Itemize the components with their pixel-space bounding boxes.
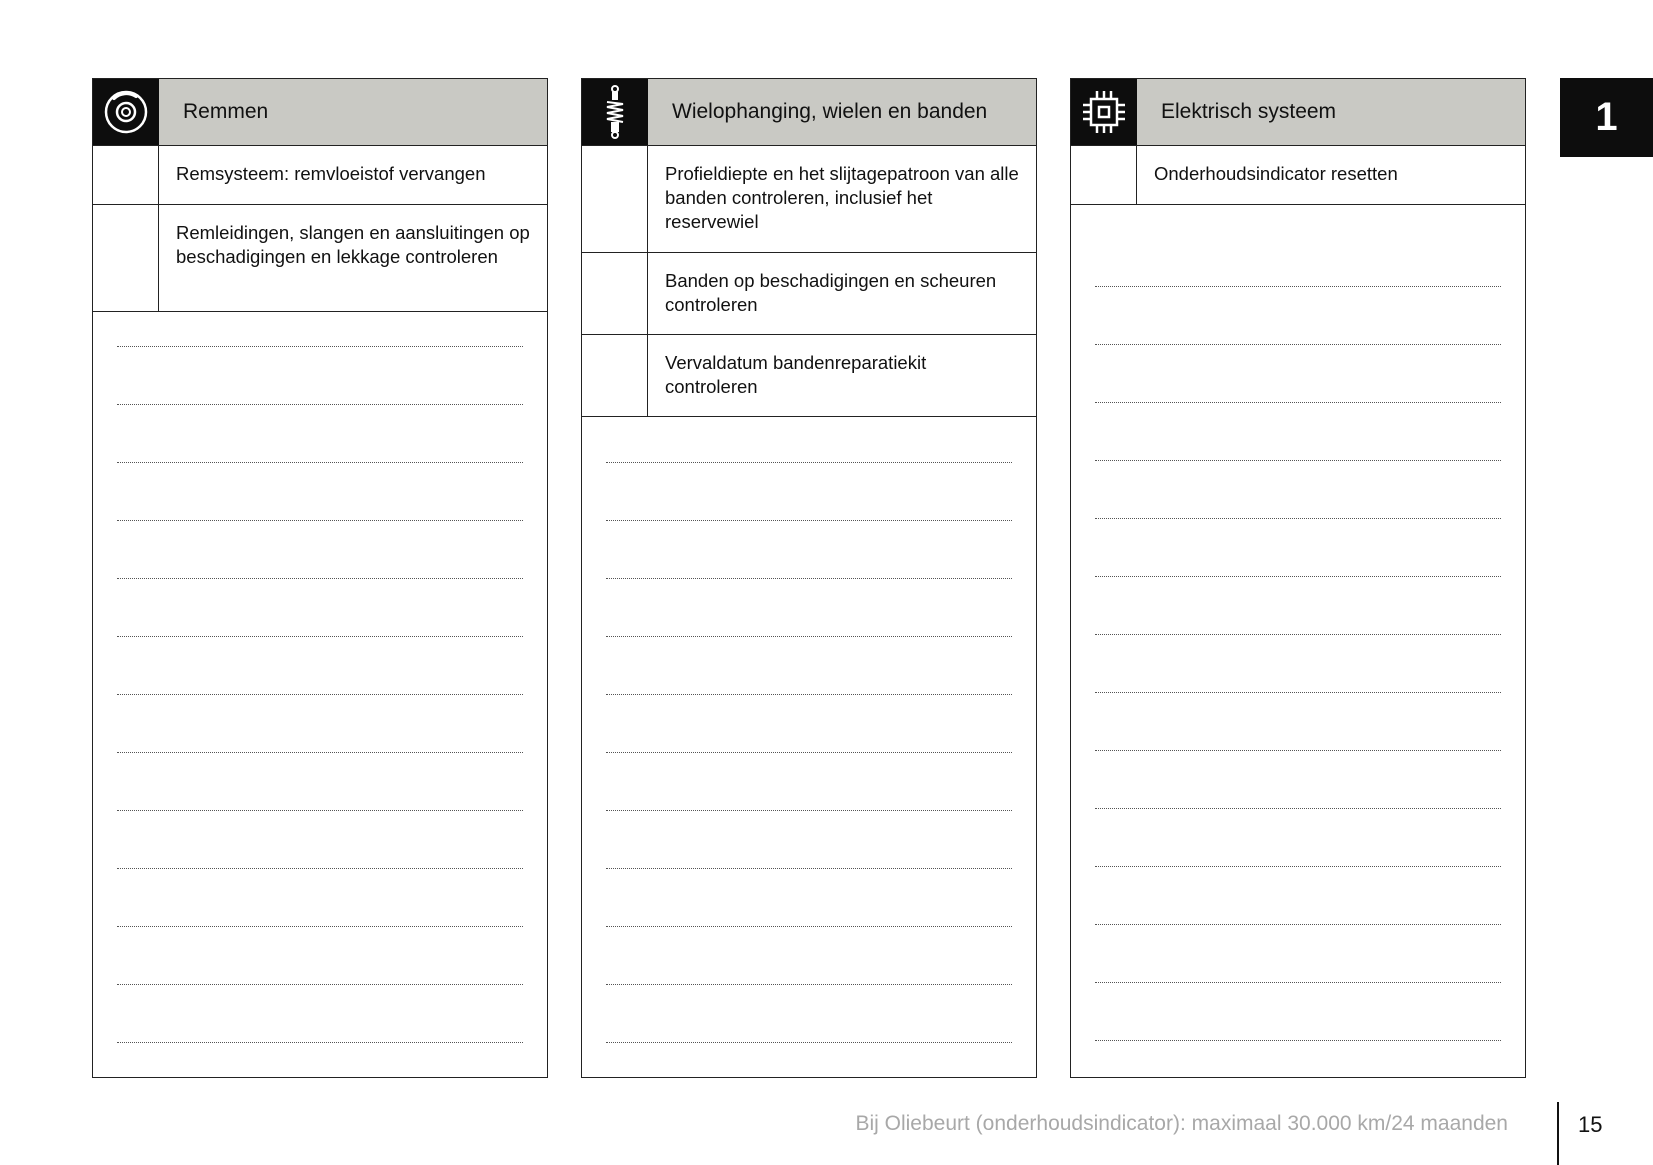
task-checkbox[interactable]: [582, 146, 648, 252]
panel-title: Wielophanging, wielen en banden: [648, 79, 1036, 145]
note-line[interactable]: [1095, 403, 1501, 461]
note-lines: [582, 417, 1036, 1043]
note-lines: [93, 312, 547, 1043]
note-line[interactable]: [117, 405, 523, 463]
task-checkbox[interactable]: [582, 335, 648, 416]
note-line[interactable]: [1095, 693, 1501, 751]
note-line[interactable]: [1095, 635, 1501, 693]
panel-wielophanging: [581, 78, 1037, 1078]
note-line[interactable]: [606, 869, 1012, 927]
note-line[interactable]: [1095, 809, 1501, 867]
note-line[interactable]: [606, 985, 1012, 1043]
footer-divider: [1557, 1102, 1559, 1165]
note-line[interactable]: [1095, 577, 1501, 635]
note-line[interactable]: [606, 637, 1012, 695]
task-checkbox[interactable]: [1071, 146, 1137, 204]
note-line[interactable]: [606, 811, 1012, 869]
note-line[interactable]: [1095, 925, 1501, 983]
note-line[interactable]: [1095, 345, 1501, 403]
brake-disc-icon: [93, 79, 159, 145]
note-line[interactable]: [606, 695, 1012, 753]
chip-icon: [1071, 79, 1137, 145]
panel-title: Elektrisch systeem: [1137, 79, 1525, 145]
note-line[interactable]: [606, 579, 1012, 637]
task-text: Remsysteem: remvloeistof vervangen: [176, 163, 486, 184]
note-line[interactable]: [117, 695, 523, 753]
note-line[interactable]: [1095, 287, 1501, 345]
note-line[interactable]: [606, 463, 1012, 521]
task-text: Banden op beschadigingen en scheuren controleren: [665, 270, 997, 315]
task-row: [582, 253, 1036, 335]
note-line[interactable]: [117, 927, 523, 985]
task-checkbox[interactable]: [93, 205, 159, 311]
task-checkbox[interactable]: [93, 146, 159, 204]
note-line[interactable]: [606, 417, 1012, 463]
panel-elektrisch: [1070, 78, 1526, 1078]
note-line[interactable]: [117, 637, 523, 695]
note-line[interactable]: [1095, 205, 1501, 287]
task-row: [93, 146, 547, 205]
note-line[interactable]: [1095, 867, 1501, 925]
note-line[interactable]: [606, 753, 1012, 811]
note-line[interactable]: [1095, 519, 1501, 577]
note-line[interactable]: [117, 869, 523, 927]
task-text: Vervaldatum bandenreparatiekit controleren: [665, 352, 927, 397]
task-row: [1071, 146, 1525, 205]
panel-header: [93, 79, 547, 146]
page-number: 15: [1578, 1112, 1603, 1137]
note-line[interactable]: [1095, 461, 1501, 519]
shock-absorber-icon: [582, 79, 648, 145]
task-row: [93, 205, 547, 312]
task-text: Remleidingen, slangen en aansluitingen op beschadigingen en lekkage controleren: [176, 222, 530, 267]
panel-title: Remmen: [159, 79, 547, 145]
note-line[interactable]: [117, 811, 523, 869]
task-row: [582, 335, 1036, 417]
task-text: Onderhoudsindicator resetten: [1154, 163, 1398, 184]
note-lines: [1071, 205, 1525, 1041]
panel-header: [1071, 79, 1525, 146]
chapter-tab: 1: [1560, 78, 1653, 157]
task-checkbox[interactable]: [582, 253, 648, 334]
note-line[interactable]: [117, 347, 523, 405]
task-text: Profieldiepte en het slijtagepatroon van alle banden controleren, inclusief het reservewiel: [665, 163, 1019, 232]
note-line[interactable]: [117, 985, 523, 1043]
note-line[interactable]: [117, 463, 523, 521]
panel-remmen: [92, 78, 548, 1078]
task-row: [582, 146, 1036, 253]
note-line[interactable]: [117, 579, 523, 637]
note-line[interactable]: [606, 927, 1012, 985]
note-line[interactable]: [1095, 983, 1501, 1041]
note-line[interactable]: [117, 753, 523, 811]
footer-note: Bij Oliebeurt (onderhoudsindicator): maximaal 30.000 km/24 maanden: [855, 1112, 1508, 1135]
note-line[interactable]: [1095, 751, 1501, 809]
note-line[interactable]: [606, 521, 1012, 579]
note-line[interactable]: [117, 521, 523, 579]
note-line[interactable]: [117, 312, 523, 347]
panel-header: [582, 79, 1036, 146]
